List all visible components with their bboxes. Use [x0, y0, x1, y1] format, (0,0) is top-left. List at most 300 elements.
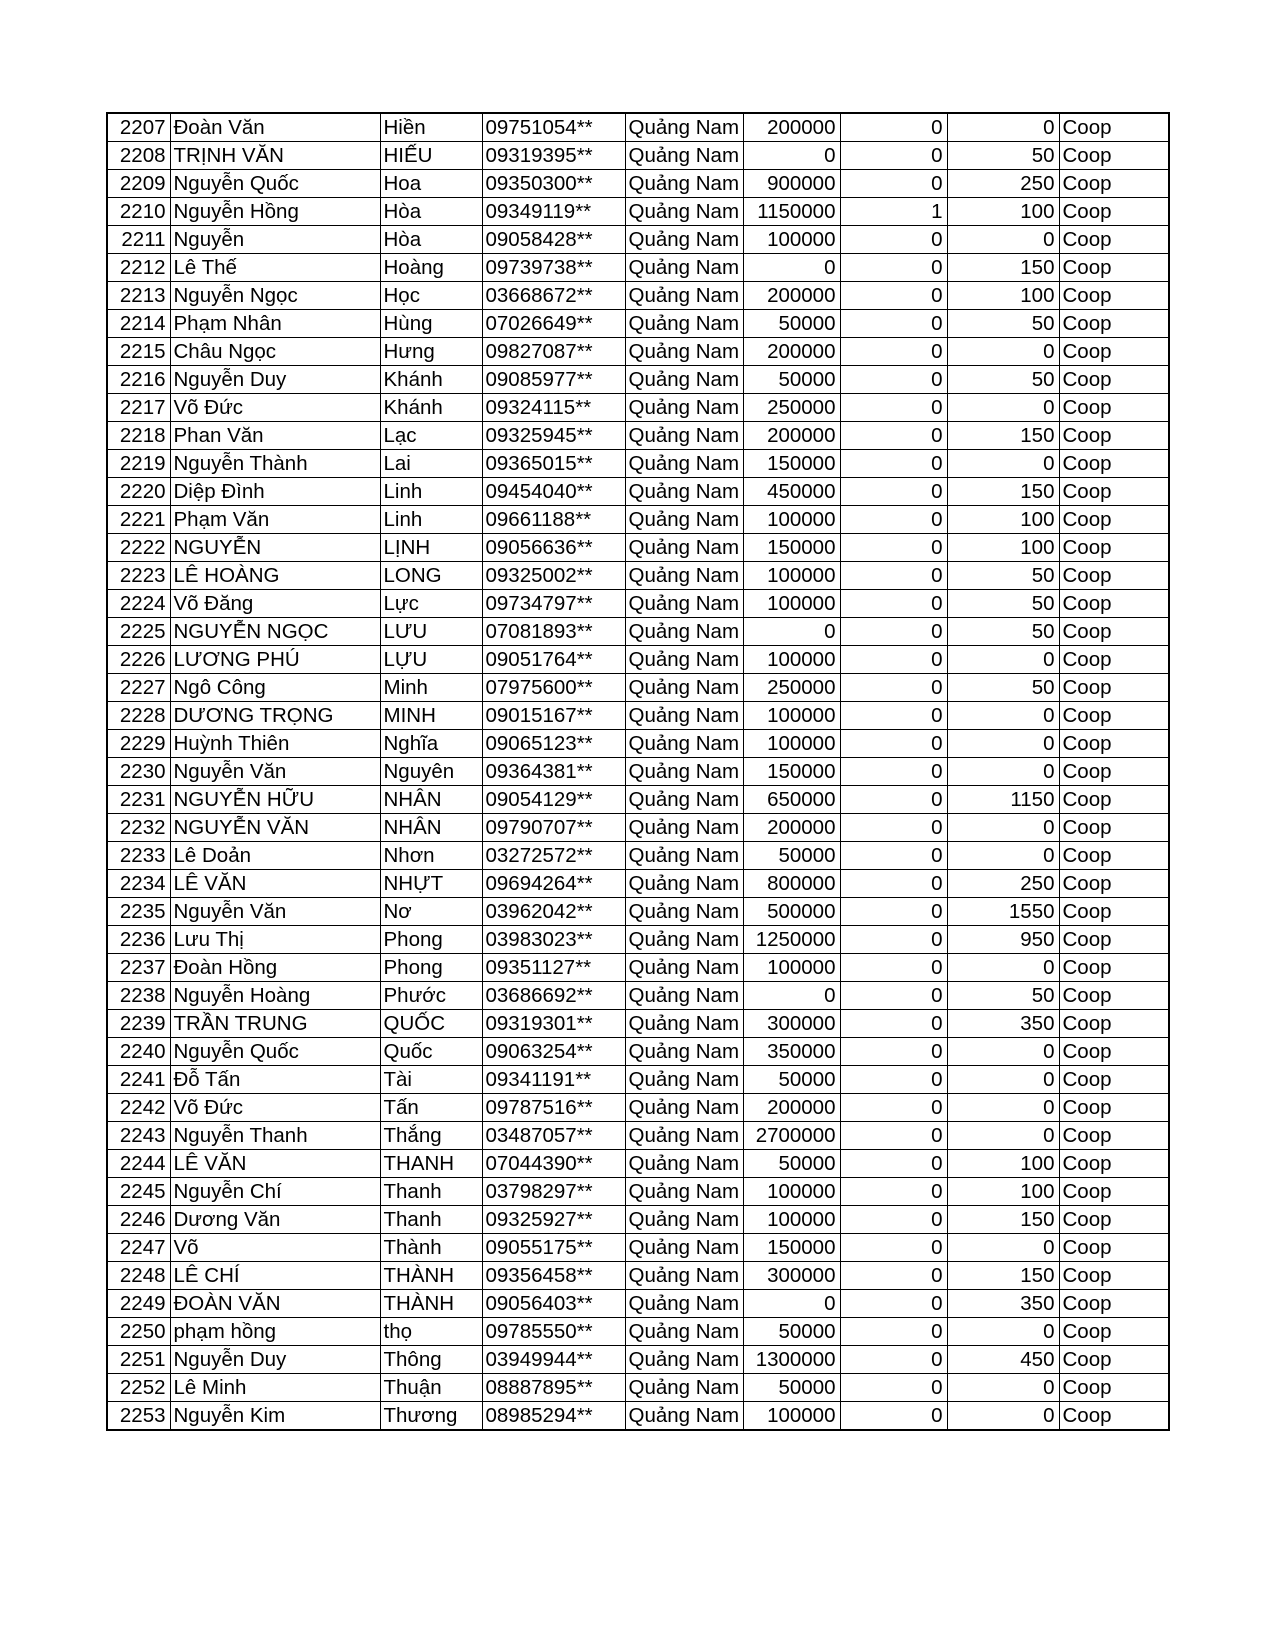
cell-stt: 2215 — [107, 338, 170, 366]
cell-stt: 2246 — [107, 1206, 170, 1234]
cell-stt: 2222 — [107, 534, 170, 562]
cell-surname: Nguyễn Chí — [170, 1178, 380, 1206]
cell-given-name: Thương — [380, 1402, 482, 1431]
cell-count: 1 — [840, 198, 947, 226]
cell-stt: 2235 — [107, 898, 170, 926]
cell-source: Coop — [1059, 1262, 1169, 1290]
cell-count: 0 — [840, 450, 947, 478]
cell-province: Quảng Nam — [625, 113, 743, 142]
cell-source: Coop — [1059, 254, 1169, 282]
cell-stt: 2245 — [107, 1178, 170, 1206]
table-row — [107, 674, 1169, 702]
cell-source: Coop — [1059, 1122, 1169, 1150]
cell-given-name: Thành — [380, 1234, 482, 1262]
cell-points: 0 — [947, 842, 1059, 870]
cell-phone: 09790707** — [482, 814, 625, 842]
cell-phone: 09364381** — [482, 758, 625, 786]
cell-amount: 50000 — [743, 1318, 840, 1346]
table-row — [107, 1374, 1169, 1402]
cell-province: Quảng Nam — [625, 982, 743, 1010]
cell-stt: 2224 — [107, 590, 170, 618]
cell-given-name: THÀNH — [380, 1262, 482, 1290]
cell-count: 0 — [840, 814, 947, 842]
cell-amount: 50000 — [743, 1066, 840, 1094]
cell-given-name: thọ — [380, 1318, 482, 1346]
cell-count: 0 — [840, 338, 947, 366]
cell-count: 0 — [840, 1346, 947, 1374]
cell-stt: 2247 — [107, 1234, 170, 1262]
table-row — [107, 366, 1169, 394]
table-row — [107, 1178, 1169, 1206]
cell-phone: 03686692** — [482, 982, 625, 1010]
cell-points: 50 — [947, 562, 1059, 590]
cell-amount: 0 — [743, 142, 840, 170]
cell-stt: 2243 — [107, 1122, 170, 1150]
cell-count: 0 — [840, 170, 947, 198]
cell-count: 0 — [840, 562, 947, 590]
cell-points: 0 — [947, 113, 1059, 142]
cell-province: Quảng Nam — [625, 870, 743, 898]
cell-amount: 200000 — [743, 113, 840, 142]
table-row — [107, 1066, 1169, 1094]
cell-phone: 09356458** — [482, 1262, 625, 1290]
cell-source: Coop — [1059, 786, 1169, 814]
cell-count: 0 — [840, 954, 947, 982]
cell-province: Quảng Nam — [625, 478, 743, 506]
cell-surname: LÊ CHÍ — [170, 1262, 380, 1290]
cell-amount: 50000 — [743, 842, 840, 870]
cell-points: 150 — [947, 478, 1059, 506]
cell-points: 150 — [947, 422, 1059, 450]
cell-given-name: LONG — [380, 562, 482, 590]
cell-surname: phạm hồng — [170, 1318, 380, 1346]
table-row — [107, 450, 1169, 478]
cell-amount: 100000 — [743, 646, 840, 674]
cell-phone: 09063254** — [482, 1038, 625, 1066]
cell-amount: 2700000 — [743, 1122, 840, 1150]
cell-phone: 07975600** — [482, 674, 625, 702]
cell-phone: 09055175** — [482, 1234, 625, 1262]
cell-province: Quảng Nam — [625, 1374, 743, 1402]
cell-surname: Võ Đức — [170, 1094, 380, 1122]
cell-phone: 08985294** — [482, 1402, 625, 1431]
cell-surname: Võ Đức — [170, 394, 380, 422]
cell-phone: 09734797** — [482, 590, 625, 618]
cell-province: Quảng Nam — [625, 954, 743, 982]
cell-province: Quảng Nam — [625, 338, 743, 366]
cell-count: 0 — [840, 310, 947, 338]
cell-surname: Đoàn Hồng — [170, 954, 380, 982]
table-row — [107, 1010, 1169, 1038]
table-row — [107, 170, 1169, 198]
cell-source: Coop — [1059, 506, 1169, 534]
cell-count: 0 — [840, 1374, 947, 1402]
cell-amount: 800000 — [743, 870, 840, 898]
cell-surname: Nguyễn Duy — [170, 366, 380, 394]
cell-province: Quảng Nam — [625, 254, 743, 282]
cell-points: 50 — [947, 310, 1059, 338]
cell-given-name: Thanh — [380, 1178, 482, 1206]
cell-points: 0 — [947, 814, 1059, 842]
cell-phone: 09056403** — [482, 1290, 625, 1318]
cell-province: Quảng Nam — [625, 506, 743, 534]
cell-source: Coop — [1059, 758, 1169, 786]
cell-points: 0 — [947, 1402, 1059, 1431]
cell-given-name: Minh — [380, 674, 482, 702]
cell-points: 0 — [947, 1094, 1059, 1122]
cell-surname: NGUYỄN VĂN — [170, 814, 380, 842]
cell-phone: 09365015** — [482, 450, 625, 478]
cell-source: Coop — [1059, 1290, 1169, 1318]
cell-given-name: Thắng — [380, 1122, 482, 1150]
cell-stt: 2237 — [107, 954, 170, 982]
cell-phone: 07044390** — [482, 1150, 625, 1178]
cell-amount: 1300000 — [743, 1346, 840, 1374]
cell-given-name: Khánh — [380, 366, 482, 394]
cell-amount: 150000 — [743, 450, 840, 478]
cell-count: 0 — [840, 1206, 947, 1234]
cell-points: 0 — [947, 702, 1059, 730]
cell-stt: 2223 — [107, 562, 170, 590]
table-row — [107, 1402, 1169, 1431]
cell-source: Coop — [1059, 170, 1169, 198]
cell-province: Quảng Nam — [625, 646, 743, 674]
cell-count: 0 — [840, 1094, 947, 1122]
cell-given-name: Tấn — [380, 1094, 482, 1122]
cell-points: 1550 — [947, 898, 1059, 926]
cell-province: Quảng Nam — [625, 786, 743, 814]
cell-phone: 09349119** — [482, 198, 625, 226]
table-row — [107, 702, 1169, 730]
cell-points: 150 — [947, 1262, 1059, 1290]
table-row — [107, 842, 1169, 870]
cell-source: Coop — [1059, 1150, 1169, 1178]
cell-points: 350 — [947, 1010, 1059, 1038]
table-row — [107, 1234, 1169, 1262]
cell-surname: Nguyễn Hoàng — [170, 982, 380, 1010]
cell-province: Quảng Nam — [625, 1318, 743, 1346]
cell-amount: 0 — [743, 982, 840, 1010]
cell-surname: Nguyễn — [170, 226, 380, 254]
cell-amount: 50000 — [743, 1374, 840, 1402]
cell-given-name: Hòa — [380, 226, 482, 254]
cell-points: 100 — [947, 198, 1059, 226]
cell-count: 0 — [840, 1262, 947, 1290]
cell-count: 0 — [840, 1150, 947, 1178]
cell-count: 0 — [840, 1318, 947, 1346]
cell-province: Quảng Nam — [625, 1290, 743, 1318]
cell-amount: 100000 — [743, 730, 840, 758]
cell-points: 0 — [947, 758, 1059, 786]
cell-phone: 07026649** — [482, 310, 625, 338]
cell-count: 0 — [840, 758, 947, 786]
cell-given-name: Hiền — [380, 113, 482, 142]
cell-phone: 09751054** — [482, 113, 625, 142]
cell-source: Coop — [1059, 842, 1169, 870]
cell-points: 950 — [947, 926, 1059, 954]
cell-amount: 300000 — [743, 1262, 840, 1290]
cell-source: Coop — [1059, 1346, 1169, 1374]
cell-phone: 09051764** — [482, 646, 625, 674]
cell-stt: 2240 — [107, 1038, 170, 1066]
cell-points: 0 — [947, 646, 1059, 674]
cell-count: 0 — [840, 1010, 947, 1038]
table-row — [107, 506, 1169, 534]
cell-stt: 2212 — [107, 254, 170, 282]
cell-amount: 200000 — [743, 814, 840, 842]
cell-points: 50 — [947, 982, 1059, 1010]
cell-points: 150 — [947, 1206, 1059, 1234]
cell-points: 0 — [947, 1374, 1059, 1402]
cell-phone: 09319395** — [482, 142, 625, 170]
cell-given-name: Hoa — [380, 170, 482, 198]
cell-stt: 2210 — [107, 198, 170, 226]
cell-phone: 09015167** — [482, 702, 625, 730]
table-row — [107, 954, 1169, 982]
cell-surname: Nguyễn Thanh — [170, 1122, 380, 1150]
cell-phone: 09085977** — [482, 366, 625, 394]
cell-points: 50 — [947, 590, 1059, 618]
cell-province: Quảng Nam — [625, 618, 743, 646]
cell-points: 350 — [947, 1290, 1059, 1318]
table-row — [107, 1150, 1169, 1178]
cell-amount: 500000 — [743, 898, 840, 926]
cell-amount: 100000 — [743, 226, 840, 254]
cell-stt: 2208 — [107, 142, 170, 170]
cell-source: Coop — [1059, 1010, 1169, 1038]
cell-province: Quảng Nam — [625, 1094, 743, 1122]
table-row — [107, 394, 1169, 422]
cell-count: 0 — [840, 113, 947, 142]
cell-stt: 2207 — [107, 113, 170, 142]
cell-phone: 09787516** — [482, 1094, 625, 1122]
cell-stt: 2253 — [107, 1402, 170, 1431]
cell-amount: 200000 — [743, 422, 840, 450]
cell-stt: 2252 — [107, 1374, 170, 1402]
cell-province: Quảng Nam — [625, 562, 743, 590]
cell-count: 0 — [840, 142, 947, 170]
cell-surname: Huỳnh Thiên — [170, 730, 380, 758]
cell-amount: 50000 — [743, 310, 840, 338]
cell-amount: 350000 — [743, 1038, 840, 1066]
table-row — [107, 338, 1169, 366]
cell-count: 0 — [840, 1178, 947, 1206]
cell-count: 0 — [840, 394, 947, 422]
table-row — [107, 982, 1169, 1010]
cell-phone: 09319301** — [482, 1010, 625, 1038]
cell-amount: 900000 — [743, 170, 840, 198]
cell-points: 100 — [947, 534, 1059, 562]
table-row — [107, 1318, 1169, 1346]
cell-points: 250 — [947, 870, 1059, 898]
cell-given-name: Linh — [380, 506, 482, 534]
cell-source: Coop — [1059, 1206, 1169, 1234]
cell-amount: 100000 — [743, 1206, 840, 1234]
cell-stt: 2211 — [107, 226, 170, 254]
cell-source: Coop — [1059, 870, 1169, 898]
cell-points: 0 — [947, 450, 1059, 478]
table-row — [107, 590, 1169, 618]
cell-count: 0 — [840, 1066, 947, 1094]
cell-count: 0 — [840, 618, 947, 646]
cell-source: Coop — [1059, 618, 1169, 646]
cell-points: 50 — [947, 674, 1059, 702]
cell-count: 0 — [840, 898, 947, 926]
cell-count: 0 — [840, 786, 947, 814]
cell-stt: 2214 — [107, 310, 170, 338]
table-row — [107, 618, 1169, 646]
table-row — [107, 422, 1169, 450]
cell-count: 0 — [840, 1290, 947, 1318]
cell-stt: 2233 — [107, 842, 170, 870]
cell-source: Coop — [1059, 898, 1169, 926]
cell-stt: 2236 — [107, 926, 170, 954]
cell-province: Quảng Nam — [625, 758, 743, 786]
cell-amount: 450000 — [743, 478, 840, 506]
cell-source: Coop — [1059, 394, 1169, 422]
cell-province: Quảng Nam — [625, 814, 743, 842]
cell-province: Quảng Nam — [625, 534, 743, 562]
table-row — [107, 198, 1169, 226]
cell-count: 0 — [840, 926, 947, 954]
cell-stt: 2249 — [107, 1290, 170, 1318]
cell-given-name: Lai — [380, 450, 482, 478]
cell-province: Quảng Nam — [625, 1178, 743, 1206]
table-body — [107, 113, 1169, 1430]
cell-given-name: Phong — [380, 954, 482, 982]
cell-surname: Võ — [170, 1234, 380, 1262]
cell-count: 0 — [840, 1038, 947, 1066]
table-row — [107, 1094, 1169, 1122]
cell-surname: Ngô Công — [170, 674, 380, 702]
cell-surname: NGUYỄN — [170, 534, 380, 562]
cell-points: 0 — [947, 1122, 1059, 1150]
cell-province: Quảng Nam — [625, 730, 743, 758]
cell-stt: 2250 — [107, 1318, 170, 1346]
cell-source: Coop — [1059, 954, 1169, 982]
cell-surname: Nguyễn Văn — [170, 898, 380, 926]
cell-surname: Đỗ Tấn — [170, 1066, 380, 1094]
table-row — [107, 926, 1169, 954]
cell-amount: 100000 — [743, 590, 840, 618]
cell-stt: 2238 — [107, 982, 170, 1010]
cell-province: Quảng Nam — [625, 366, 743, 394]
cell-stt: 2248 — [107, 1262, 170, 1290]
cell-phone: 09785550** — [482, 1318, 625, 1346]
table-row — [107, 226, 1169, 254]
cell-amount: 100000 — [743, 954, 840, 982]
cell-surname: Nguyễn Văn — [170, 758, 380, 786]
cell-source: Coop — [1059, 1178, 1169, 1206]
cell-province: Quảng Nam — [625, 198, 743, 226]
cell-amount: 650000 — [743, 786, 840, 814]
cell-given-name: THÀNH — [380, 1290, 482, 1318]
cell-phone: 09350300** — [482, 170, 625, 198]
cell-amount: 0 — [743, 1290, 840, 1318]
cell-given-name: THANH — [380, 1150, 482, 1178]
cell-given-name: Tài — [380, 1066, 482, 1094]
cell-stt: 2216 — [107, 366, 170, 394]
cell-source: Coop — [1059, 814, 1169, 842]
cell-amount: 50000 — [743, 1150, 840, 1178]
cell-source: Coop — [1059, 590, 1169, 618]
cell-source: Coop — [1059, 1094, 1169, 1122]
cell-surname: Nguyễn Thành — [170, 450, 380, 478]
cell-given-name: Phong — [380, 926, 482, 954]
cell-amount: 100000 — [743, 702, 840, 730]
cell-surname: Nguyễn Ngọc — [170, 282, 380, 310]
cell-phone: 09341191** — [482, 1066, 625, 1094]
cell-province: Quảng Nam — [625, 1234, 743, 1262]
cell-given-name: Hoàng — [380, 254, 482, 282]
cell-amount: 150000 — [743, 758, 840, 786]
cell-province: Quảng Nam — [625, 898, 743, 926]
cell-stt: 2231 — [107, 786, 170, 814]
cell-phone: 08887895** — [482, 1374, 625, 1402]
cell-given-name: Khánh — [380, 394, 482, 422]
cell-province: Quảng Nam — [625, 1402, 743, 1431]
cell-phone: 09065123** — [482, 730, 625, 758]
cell-phone: 03668672** — [482, 282, 625, 310]
cell-amount: 250000 — [743, 674, 840, 702]
cell-surname: Phan Văn — [170, 422, 380, 450]
cell-amount: 100000 — [743, 506, 840, 534]
cell-source: Coop — [1059, 674, 1169, 702]
cell-amount: 100000 — [743, 1178, 840, 1206]
table-row — [107, 562, 1169, 590]
cell-amount: 150000 — [743, 534, 840, 562]
cell-province: Quảng Nam — [625, 450, 743, 478]
cell-stt: 2219 — [107, 450, 170, 478]
cell-phone: 03272572** — [482, 842, 625, 870]
cell-amount: 300000 — [743, 1010, 840, 1038]
cell-stt: 2234 — [107, 870, 170, 898]
cell-source: Coop — [1059, 926, 1169, 954]
cell-count: 0 — [840, 842, 947, 870]
table-row — [107, 1206, 1169, 1234]
cell-surname: Lê Thế — [170, 254, 380, 282]
cell-given-name: Hưng — [380, 338, 482, 366]
cell-province: Quảng Nam — [625, 1206, 743, 1234]
cell-points: 150 — [947, 254, 1059, 282]
cell-source: Coop — [1059, 534, 1169, 562]
cell-province: Quảng Nam — [625, 674, 743, 702]
cell-phone: 09056636** — [482, 534, 625, 562]
cell-surname: Nguyễn Quốc — [170, 1038, 380, 1066]
cell-given-name: QUỐC — [380, 1010, 482, 1038]
cell-amount: 100000 — [743, 562, 840, 590]
cell-surname: Đoàn Văn — [170, 113, 380, 142]
cell-points: 0 — [947, 954, 1059, 982]
cell-source: Coop — [1059, 198, 1169, 226]
cell-surname: Lê Minh — [170, 1374, 380, 1402]
table-row — [107, 1122, 1169, 1150]
cell-source: Coop — [1059, 450, 1169, 478]
cell-surname: Nguyễn Duy — [170, 1346, 380, 1374]
cell-points: 100 — [947, 282, 1059, 310]
cell-province: Quảng Nam — [625, 310, 743, 338]
cell-phone: 09351127** — [482, 954, 625, 982]
cell-phone: 03962042** — [482, 898, 625, 926]
cell-source: Coop — [1059, 1374, 1169, 1402]
cell-count: 0 — [840, 1234, 947, 1262]
cell-given-name: Thông — [380, 1346, 482, 1374]
cell-count: 0 — [840, 1402, 947, 1431]
cell-province: Quảng Nam — [625, 422, 743, 450]
cell-source: Coop — [1059, 1402, 1169, 1431]
cell-surname: LÊ VĂN — [170, 870, 380, 898]
cell-amount: 150000 — [743, 1234, 840, 1262]
